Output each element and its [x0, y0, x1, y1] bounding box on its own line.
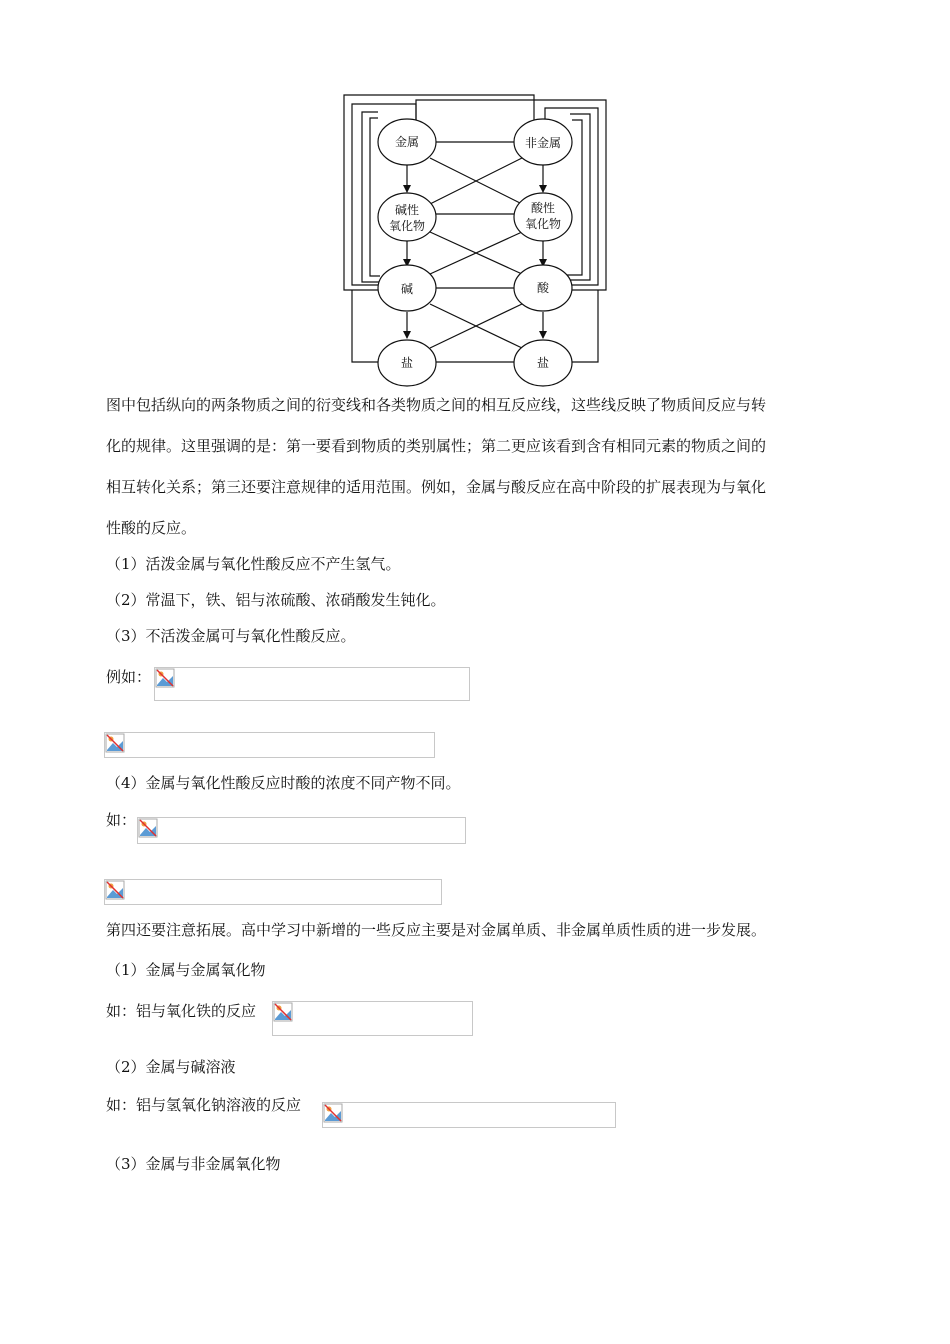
point-1: （1）活泼金属与氧化性酸反应不产生氢气。 [106, 555, 401, 573]
broken-image-placeholder [154, 667, 470, 701]
broken-image-icon [323, 1103, 343, 1123]
broken-image-placeholder [322, 1102, 616, 1128]
point-2: （2）常温下，铁、铝与浓硫酸、浓硝酸发生钝化。 [106, 591, 446, 609]
section-item-2-example: 如：铝与氢氧化钠溶液的反应 [106, 1096, 302, 1114]
loop-line [344, 95, 534, 290]
broken-image-icon [273, 1002, 293, 1022]
paragraph-line: 化的规律。这里强调的是：第一要看到物质的类别属性；第二更应该看到含有相同元素的物质之间的 [106, 437, 767, 455]
label-salt-left: 盐 [400, 356, 414, 370]
node-basic-oxide [378, 193, 436, 241]
section-intro: 第四还要注意拓展。高中学习中新增的一些反应主要是对金属单质、非金属单质性质的进一步发展。 [106, 921, 767, 939]
point-3: （3）不活泼金属可与氧化性酸反应。 [106, 627, 356, 645]
paragraph-line: 图中包括纵向的两条物质之间的衍变线和各类物质之间的相互反应线，这些线反映了物质间反应与转 [106, 396, 767, 414]
label-acid: 酸 [536, 281, 550, 295]
section-item-1: （1）金属与金属氧化物 [106, 961, 266, 979]
substance-relationship-diagram [0, 0, 950, 400]
broken-image-icon [105, 733, 125, 753]
broken-image-icon [105, 880, 125, 900]
broken-image-icon [155, 668, 175, 688]
paragraph-line: 相互转化关系；第三还要注意规律的适用范围。例如，金属与酸反应在高中阶段的扩展表现为与氧化 [106, 478, 767, 496]
section-item-1-example: 如：铝与氧化铁的反应 [106, 1002, 257, 1020]
section-item-3: （3）金属与非金属氧化物 [106, 1155, 281, 1173]
label-basic-oxide-2: 氧化物 [388, 219, 426, 233]
label-metal: 金属 [394, 135, 420, 149]
label-acidic-oxide-1: 酸性 [530, 201, 556, 215]
loop-line [572, 290, 598, 362]
broken-image-placeholder [104, 732, 435, 758]
section-item-2: （2）金属与碱溶液 [106, 1058, 236, 1076]
example-label: 例如： [106, 668, 152, 686]
label-nonmetal: 非金属 [524, 136, 562, 150]
loop-line [416, 100, 606, 290]
label-base: 碱 [400, 282, 414, 296]
broken-image-icon [138, 818, 158, 838]
broken-image-placeholder [104, 879, 442, 905]
broken-image-placeholder [272, 1001, 473, 1036]
broken-image-placeholder [137, 817, 466, 844]
paragraph-line: 性酸的反应。 [106, 519, 197, 537]
point-4: （4）金属与氧化性酸反应时酸的浓度不同产物不同。 [106, 774, 461, 792]
loop-line [352, 290, 378, 362]
label-basic-oxide-1: 碱性 [394, 203, 420, 217]
loop-line [362, 112, 380, 282]
label-salt-right: 盐 [536, 356, 550, 370]
label-acidic-oxide-2: 氧化物 [524, 217, 562, 231]
example-label: 如： [106, 811, 137, 829]
